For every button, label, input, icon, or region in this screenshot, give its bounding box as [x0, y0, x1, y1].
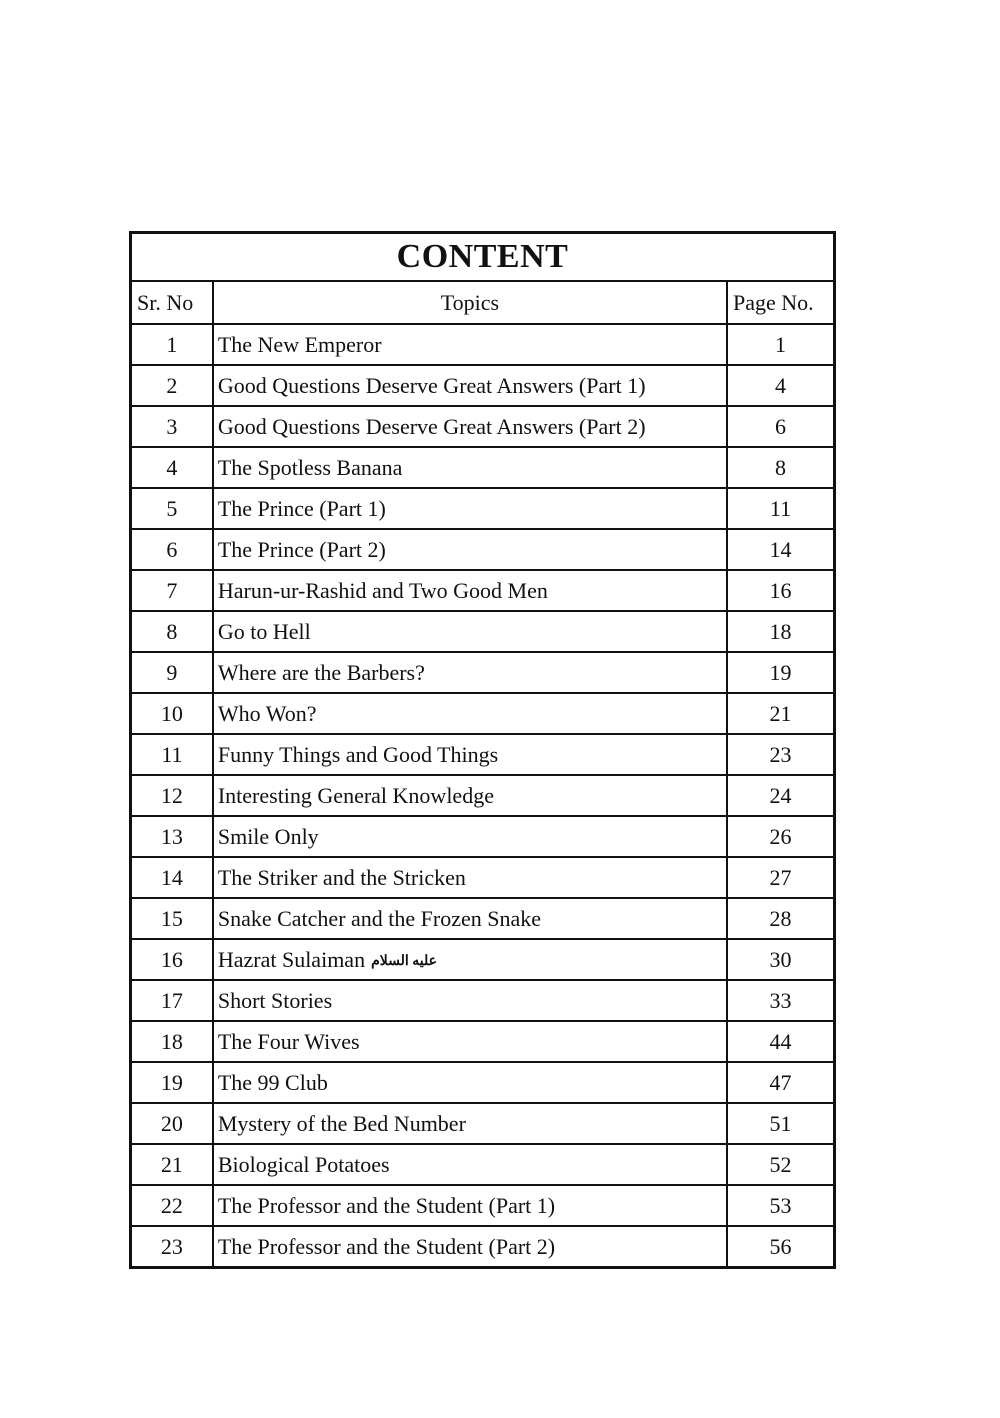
table-title: CONTENT: [131, 233, 835, 282]
row-page-no: 24: [727, 775, 835, 816]
header-page-no: Page No.: [727, 281, 835, 324]
row-topic-text: The Professor and the Student (Part 2): [217, 1233, 556, 1259]
row-sr-no: 13: [131, 816, 213, 857]
row-topic: [213, 980, 727, 1021]
table-row: [131, 734, 835, 775]
row-topic: [213, 693, 727, 734]
row-sr-no: 20: [131, 1103, 213, 1144]
row-topic-text: The Four Wives: [217, 1028, 360, 1054]
row-page-no: 56: [727, 1226, 835, 1268]
row-topic: [213, 570, 727, 611]
row-topic-text: Funny Things and Good Things: [217, 741, 499, 767]
row-topic: [213, 1021, 727, 1062]
row-topic: [213, 324, 727, 365]
row-topic-text: Mystery of the Bed Number: [217, 1110, 466, 1136]
row-sr-no: 12: [131, 775, 213, 816]
table-row: [131, 816, 835, 857]
row-topic: [213, 1062, 727, 1103]
row-topic-text: The Striker and the Stricken: [217, 864, 466, 890]
title-row: [131, 233, 835, 282]
row-sr-no: 7: [131, 570, 213, 611]
row-page-no: 8: [727, 447, 835, 488]
row-sr-no: 8: [131, 611, 213, 652]
row-page-no: 23: [727, 734, 835, 775]
row-page-no: 28: [727, 898, 835, 939]
row-topic-text: Snake Catcher and the Frozen Snake: [217, 905, 542, 931]
row-topic-text: The 99 Club: [217, 1069, 328, 1095]
row-topic-text: The Prince (Part 2): [217, 536, 386, 562]
row-sr-no: 14: [131, 857, 213, 898]
row-page-no: 52: [727, 1144, 835, 1185]
row-topic-text: Where are the Barbers?: [217, 659, 425, 685]
row-page-no: 4: [727, 365, 835, 406]
row-topic: [213, 775, 727, 816]
content-table: [129, 231, 836, 1269]
row-page-no: 19: [727, 652, 835, 693]
row-page-no: 26: [727, 816, 835, 857]
row-topic: [213, 939, 727, 980]
row-topic-text: The New Emperor: [217, 331, 382, 357]
table-row: [131, 775, 835, 816]
row-topic-text: Good Questions Deserve Great Answers (Part 1): [217, 372, 646, 398]
table-row: [131, 1062, 835, 1103]
table-row: [131, 693, 835, 734]
table-row: [131, 1226, 835, 1268]
row-topic-text: The Prince (Part 1): [217, 495, 386, 521]
row-page-no: 21: [727, 693, 835, 734]
honorific-calligraphy: عليه السلام: [371, 953, 437, 969]
row-sr-no: 17: [131, 980, 213, 1021]
row-page-no: 16: [727, 570, 835, 611]
row-topic-text: Good Questions Deserve Great Answers (Part 2): [217, 413, 646, 439]
header-row: [131, 281, 835, 324]
table-row: [131, 447, 835, 488]
row-sr-no: 6: [131, 529, 213, 570]
header-topics: Topics: [213, 281, 727, 324]
table-row: [131, 980, 835, 1021]
row-sr-no: 21: [131, 1144, 213, 1185]
table-row: [131, 570, 835, 611]
table-row: [131, 488, 835, 529]
row-topic-text: Hazrat Sulaiman: [217, 946, 366, 972]
row-sr-no: 3: [131, 406, 213, 447]
row-topic: [213, 816, 727, 857]
row-sr-no: 19: [131, 1062, 213, 1103]
row-page-no: 14: [727, 529, 835, 570]
row-page-no: 18: [727, 611, 835, 652]
row-topic-text: Who Won?: [217, 700, 317, 726]
row-sr-no: 1: [131, 324, 213, 365]
table-row: [131, 529, 835, 570]
row-topic: [213, 898, 727, 939]
row-sr-no: 15: [131, 898, 213, 939]
row-sr-no: 11: [131, 734, 213, 775]
row-sr-no: 23: [131, 1226, 213, 1268]
row-topic: [213, 734, 727, 775]
row-topic: [213, 652, 727, 693]
row-topic: [213, 447, 727, 488]
row-page-no: 44: [727, 1021, 835, 1062]
row-sr-no: 4: [131, 447, 213, 488]
table-row: [131, 324, 835, 365]
row-topic: [213, 406, 727, 447]
row-topic: [213, 1144, 727, 1185]
row-topic-text: Interesting General Knowledge: [217, 782, 494, 808]
row-topic: [213, 611, 727, 652]
table-row: [131, 1103, 835, 1144]
row-page-no: 47: [727, 1062, 835, 1103]
header-sr-no: Sr. No: [131, 281, 213, 324]
row-topic-text: Biological Potatoes: [217, 1151, 390, 1177]
row-sr-no: 18: [131, 1021, 213, 1062]
table-row: [131, 611, 835, 652]
row-page-no: 1: [727, 324, 835, 365]
row-page-no: 6: [727, 406, 835, 447]
row-sr-no: 5: [131, 488, 213, 529]
row-sr-no: 10: [131, 693, 213, 734]
table-row: [131, 406, 835, 447]
table-row: [131, 1144, 835, 1185]
row-topic-text: Smile Only: [217, 823, 319, 849]
table-row: [131, 652, 835, 693]
row-page-no: 53: [727, 1185, 835, 1226]
row-sr-no: 16: [131, 939, 213, 980]
row-sr-no: 9: [131, 652, 213, 693]
row-topic: [213, 529, 727, 570]
row-topic-text: Harun-ur-Rashid and Two Good Men: [217, 577, 548, 603]
row-topic: [213, 1185, 727, 1226]
row-page-no: 51: [727, 1103, 835, 1144]
row-topic-text: The Professor and the Student (Part 1): [217, 1192, 556, 1218]
row-topic: [213, 857, 727, 898]
row-page-no: 33: [727, 980, 835, 1021]
row-sr-no: 22: [131, 1185, 213, 1226]
row-sr-no: 2: [131, 365, 213, 406]
row-topic: [213, 488, 727, 529]
row-page-no: 11: [727, 488, 835, 529]
table-body: [131, 324, 835, 1268]
table-row: [131, 857, 835, 898]
table-row: [131, 898, 835, 939]
table-row: [131, 1021, 835, 1062]
row-topic-text: Short Stories: [217, 987, 333, 1013]
row-topic: [213, 365, 727, 406]
row-topic-text: The Spotless Banana: [217, 454, 403, 480]
row-topic-text: Go to Hell: [217, 618, 311, 644]
row-page-no: 27: [727, 857, 835, 898]
table-row: [131, 939, 835, 980]
row-topic: [213, 1226, 727, 1268]
table-row: [131, 365, 835, 406]
row-topic: [213, 1103, 727, 1144]
table-row: [131, 1185, 835, 1226]
row-page-no: 30: [727, 939, 835, 980]
